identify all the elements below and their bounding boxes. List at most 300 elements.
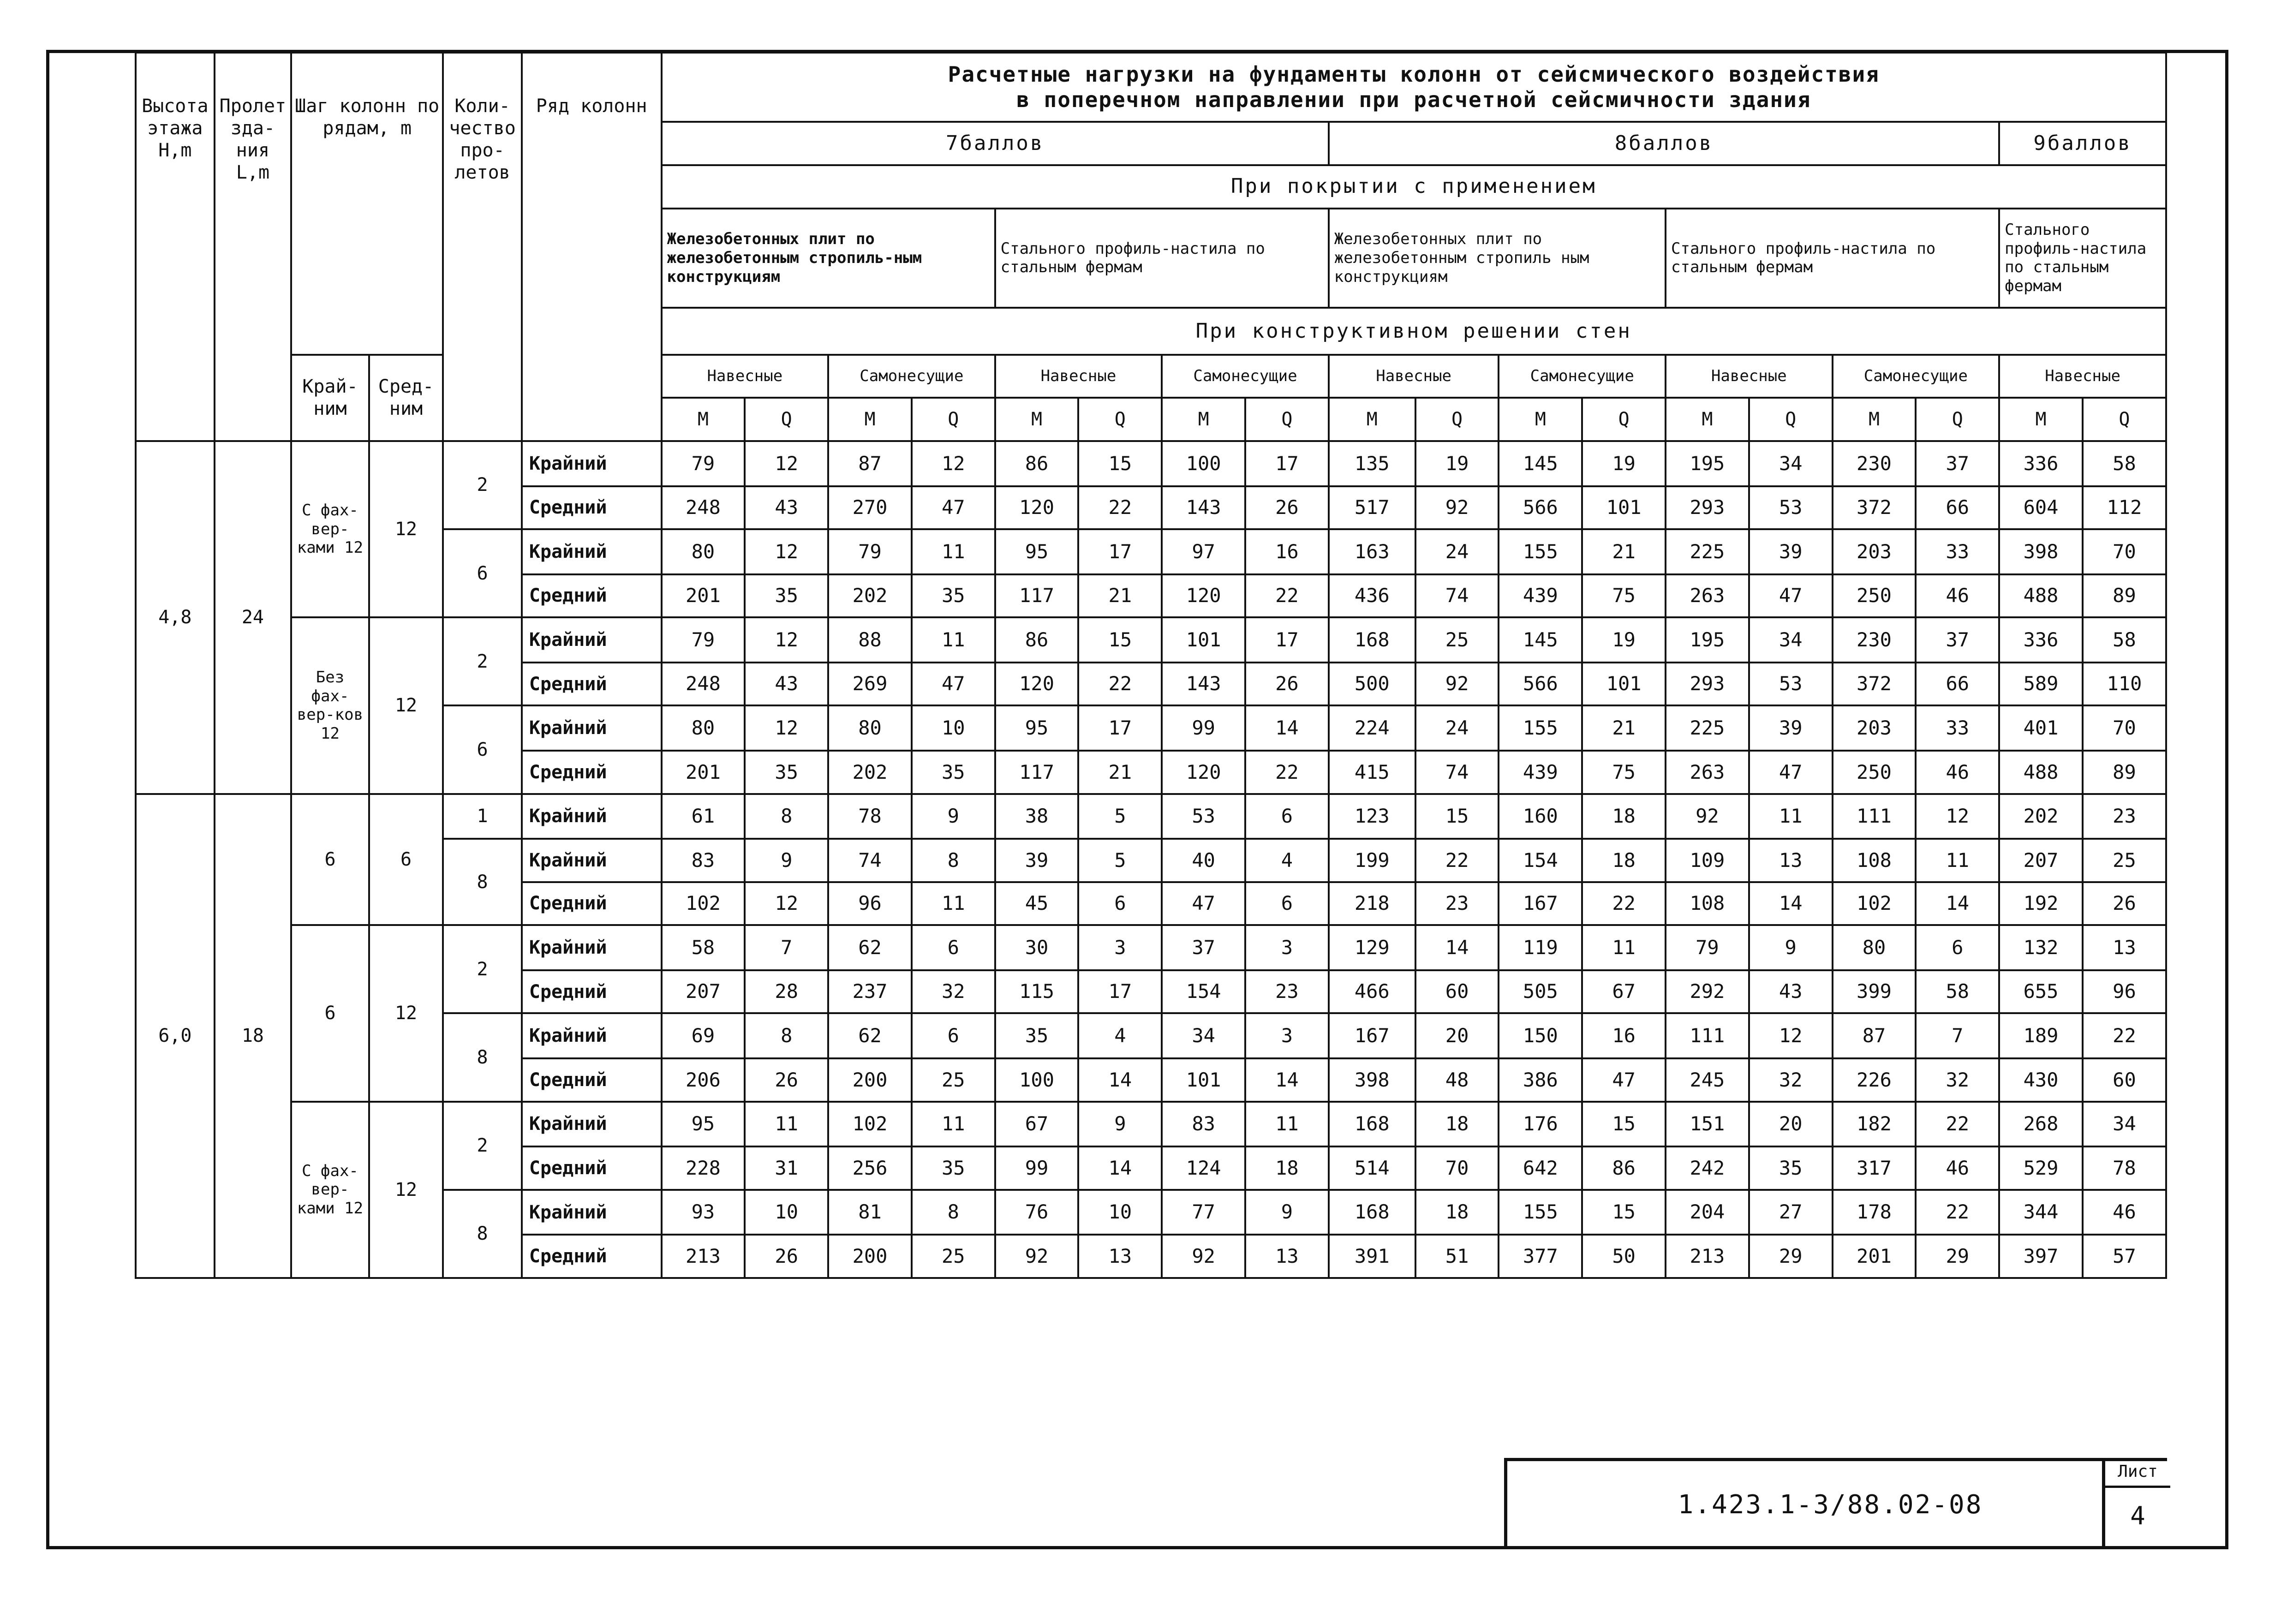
wall-hanging-header: Навесные <box>995 355 1162 398</box>
moment-value: 124 <box>1162 1146 1245 1190</box>
moment-value: 201 <box>662 574 745 618</box>
shear-value: 23 <box>1245 970 1329 1014</box>
shear-value: 20 <box>1415 1013 1499 1058</box>
shear-value: 34 <box>1749 617 1833 663</box>
shear-value: 22 <box>1078 663 1162 706</box>
shear-value: 17 <box>1078 529 1162 574</box>
shear-value: 24 <box>1415 529 1499 574</box>
shear-value: 26 <box>745 1235 828 1278</box>
shear-value: 46 <box>1916 751 1999 794</box>
shear-value: 35 <box>912 574 995 618</box>
moment-value: 69 <box>662 1013 745 1058</box>
moment-value: 37 <box>1162 925 1245 970</box>
shear-value: 67 <box>1582 970 1666 1014</box>
shear-value: 12 <box>745 529 828 574</box>
sheet-cell <box>2102 1458 2170 1549</box>
moment-value: 150 <box>1499 1013 1582 1058</box>
shear-value: 46 <box>1916 574 1999 618</box>
shear-value: 39 <box>1749 705 1833 751</box>
shear-value: 92 <box>1415 486 1499 530</box>
shear-value: 47 <box>912 486 995 530</box>
moment-value: 268 <box>1999 1102 2083 1147</box>
moment-value: 228 <box>662 1146 745 1190</box>
height-value: 4,8 <box>136 441 215 794</box>
shear-value: 14 <box>1245 705 1329 751</box>
shear-value: 21 <box>1582 705 1666 751</box>
q-header: Q <box>1078 398 1162 441</box>
step-edge-header: Край-ним <box>291 355 369 441</box>
shear-value: 15 <box>1582 1102 1666 1147</box>
moment-value: 250 <box>1833 751 1916 794</box>
shear-value: 75 <box>1582 574 1666 618</box>
moment-value: 74 <box>828 839 912 882</box>
moment-value: 143 <box>1162 663 1245 706</box>
shear-value: 10 <box>745 1190 828 1235</box>
shear-value: 11 <box>912 1102 995 1147</box>
shear-value: 43 <box>1749 970 1833 1014</box>
shear-value: 14 <box>1916 882 1999 925</box>
moment-value: 120 <box>995 486 1079 530</box>
shear-value: 74 <box>1415 751 1499 794</box>
shear-value: 47 <box>912 663 995 706</box>
shear-value: 7 <box>745 925 828 970</box>
shear-value: 89 <box>2083 574 2166 618</box>
m-header: M <box>995 398 1079 441</box>
shear-value: 11 <box>912 529 995 574</box>
moment-value: 399 <box>1833 970 1916 1014</box>
shear-value: 6 <box>1245 794 1329 839</box>
shear-value: 43 <box>745 486 828 530</box>
span-header: Пролет зда-ния L,m <box>215 53 292 441</box>
shear-value: 4 <box>1245 839 1329 882</box>
moment-value: 92 <box>995 1235 1079 1278</box>
score-7-header: 7баллов <box>662 122 1329 165</box>
shear-value: 35 <box>745 751 828 794</box>
wall-hanging-header: Навесные <box>1666 355 1833 398</box>
moment-value: 155 <box>1499 529 1582 574</box>
moment-value: 155 <box>1499 1190 1582 1235</box>
moment-value: 505 <box>1499 970 1582 1014</box>
moment-value: 192 <box>1999 882 2083 925</box>
moment-value: 119 <box>1499 925 1582 970</box>
shear-value: 9 <box>745 839 828 882</box>
moment-value: 372 <box>1833 663 1916 706</box>
shear-value: 39 <box>1749 529 1833 574</box>
shear-value: 22 <box>2083 1013 2166 1058</box>
shear-value: 22 <box>1078 486 1162 530</box>
moment-value: 76 <box>995 1190 1079 1235</box>
shear-value: 26 <box>1245 486 1329 530</box>
moment-value: 168 <box>1329 617 1415 663</box>
moment-value: 401 <box>1999 705 2083 751</box>
shear-value: 25 <box>912 1235 995 1278</box>
moment-value: 58 <box>662 925 745 970</box>
moment-value: 200 <box>828 1235 912 1278</box>
step-mid-value: 12 <box>369 617 443 794</box>
q-header: Q <box>912 398 995 441</box>
shear-value: 12 <box>745 705 828 751</box>
moment-value: 39 <box>995 839 1079 882</box>
q-header: Q <box>1245 398 1329 441</box>
shear-value: 21 <box>1078 574 1162 618</box>
count-value: 2 <box>443 1102 522 1190</box>
count-value: 1 <box>443 794 522 839</box>
step-mid-value: 12 <box>369 925 443 1101</box>
height-value: 6,0 <box>136 794 215 1278</box>
shear-value: 74 <box>1415 574 1499 618</box>
shear-value: 22 <box>1916 1190 1999 1235</box>
moment-value: 178 <box>1833 1190 1916 1235</box>
shear-value: 37 <box>1916 441 1999 486</box>
shear-value: 6 <box>1078 882 1162 925</box>
moment-value: 207 <box>1999 839 2083 882</box>
count-value: 2 <box>443 617 522 705</box>
moment-value: 78 <box>828 794 912 839</box>
moment-value: 88 <box>828 617 912 663</box>
moment-value: 115 <box>995 970 1079 1014</box>
column-row-label: Крайний <box>522 705 662 751</box>
shear-value: 15 <box>1582 1190 1666 1235</box>
moment-value: 344 <box>1999 1190 2083 1235</box>
moment-value: 102 <box>662 882 745 925</box>
shear-value: 27 <box>1749 1190 1833 1235</box>
column-row-label: Крайний <box>522 925 662 970</box>
roof-rc-8: Железобетонных плит по железобетонным стропиль ным конструкциям <box>1329 209 1666 308</box>
moment-value: 250 <box>1833 574 1916 618</box>
shear-value: 25 <box>1415 617 1499 663</box>
column-row-label: Крайний <box>522 617 662 663</box>
shear-value: 66 <box>1916 486 1999 530</box>
count-value: 8 <box>443 1190 522 1278</box>
column-row-label: Крайний <box>522 839 662 882</box>
shear-value: 18 <box>1415 1102 1499 1147</box>
moment-value: 201 <box>1833 1235 1916 1278</box>
moment-value: 466 <box>1329 970 1415 1014</box>
moment-value: 111 <box>1666 1013 1749 1058</box>
moment-value: 145 <box>1499 617 1582 663</box>
shear-value: 47 <box>1749 574 1833 618</box>
moment-value: 101 <box>1162 617 1245 663</box>
moment-value: 270 <box>828 486 912 530</box>
moment-value: 386 <box>1499 1058 1582 1102</box>
moment-value: 263 <box>1666 751 1749 794</box>
shear-value: 12 <box>745 617 828 663</box>
cover-header: При покрытии с применением <box>662 165 2166 209</box>
moment-value: 45 <box>995 882 1079 925</box>
moment-value: 102 <box>1833 882 1916 925</box>
moment-value: 132 <box>1999 925 2083 970</box>
shear-value: 29 <box>1916 1235 1999 1278</box>
moment-value: 203 <box>1833 529 1916 574</box>
column-row-label: Средний <box>522 882 662 925</box>
moment-value: 168 <box>1329 1102 1415 1147</box>
moment-value: 488 <box>1999 751 2083 794</box>
moment-value: 30 <box>995 925 1079 970</box>
q-header: Q <box>1916 398 1999 441</box>
shear-value: 18 <box>1415 1190 1499 1235</box>
moment-value: 430 <box>1999 1058 2083 1102</box>
step-edge-value: С фах-вер-ками 12 <box>291 441 369 617</box>
moment-value: 99 <box>1162 705 1245 751</box>
shear-value: 53 <box>1749 486 1833 530</box>
moment-value: 99 <box>995 1146 1079 1190</box>
shear-value: 35 <box>745 574 828 618</box>
shear-value: 15 <box>1078 617 1162 663</box>
shear-value: 22 <box>1245 751 1329 794</box>
shear-value: 22 <box>1245 574 1329 618</box>
moment-value: 517 <box>1329 486 1415 530</box>
moment-value: 120 <box>1162 574 1245 618</box>
moment-value: 100 <box>995 1058 1079 1102</box>
moment-value: 87 <box>828 441 912 486</box>
seismic-loads-table <box>135 52 2167 1279</box>
moment-value: 224 <box>1329 705 1415 751</box>
moment-value: 182 <box>1833 1102 1916 1147</box>
shear-value: 8 <box>912 839 995 882</box>
moment-value: 230 <box>1833 617 1916 663</box>
moment-value: 566 <box>1499 663 1582 706</box>
shear-value: 9 <box>912 794 995 839</box>
moment-value: 67 <box>995 1102 1079 1147</box>
moment-value: 201 <box>662 751 745 794</box>
moment-value: 263 <box>1666 574 1749 618</box>
count-header: Коли-чество про-летов <box>443 53 522 441</box>
shear-value: 11 <box>745 1102 828 1147</box>
moment-value: 97 <box>1162 529 1245 574</box>
column-row-label: Средний <box>522 1058 662 1102</box>
moment-value: 79 <box>828 529 912 574</box>
shear-value: 26 <box>2083 882 2166 925</box>
moment-value: 47 <box>1162 882 1245 925</box>
shear-value: 14 <box>1078 1146 1162 1190</box>
shear-value: 70 <box>1415 1146 1499 1190</box>
shear-value: 23 <box>1415 882 1499 925</box>
shear-value: 12 <box>912 441 995 486</box>
sheet-label: Лист <box>2105 1458 2170 1488</box>
moment-value: 81 <box>828 1190 912 1235</box>
table-row <box>136 441 2166 486</box>
moment-value: 109 <box>1666 839 1749 882</box>
shear-value: 9 <box>1078 1102 1162 1147</box>
shear-value: 57 <box>2083 1235 2166 1278</box>
shear-value: 34 <box>1749 441 1833 486</box>
step-mid-value: 6 <box>369 794 443 925</box>
shear-value: 25 <box>2083 839 2166 882</box>
column-row-label: Средний <box>522 574 662 618</box>
moment-value: 61 <box>662 794 745 839</box>
m-header: M <box>1499 398 1582 441</box>
q-header: Q <box>745 398 828 441</box>
moment-value: 317 <box>1833 1146 1916 1190</box>
shear-value: 58 <box>2083 617 2166 663</box>
moment-value: 168 <box>1329 1190 1415 1235</box>
step-mid-value: 12 <box>369 441 443 617</box>
column-row-label: Средний <box>522 663 662 706</box>
step-mid-value: 12 <box>369 1102 443 1278</box>
shear-value: 12 <box>745 441 828 486</box>
shear-value: 66 <box>1916 663 1999 706</box>
m-header: M <box>1833 398 1916 441</box>
moment-value: 439 <box>1499 751 1582 794</box>
moment-value: 204 <box>1666 1190 1749 1235</box>
moment-value: 108 <box>1666 882 1749 925</box>
step-header: Шаг колонн по рядам, m <box>291 53 443 355</box>
moment-value: 129 <box>1329 925 1415 970</box>
moment-value: 167 <box>1499 882 1582 925</box>
shear-value: 33 <box>1916 705 1999 751</box>
roof-steel-7: Стального профиль-настила по стальным фермам <box>995 209 1329 308</box>
moment-value: 398 <box>1329 1058 1415 1102</box>
score-8-header: 8баллов <box>1329 122 1999 165</box>
shear-value: 33 <box>1916 529 1999 574</box>
shear-value: 31 <box>745 1146 828 1190</box>
shear-value: 15 <box>1415 794 1499 839</box>
step-edge-value: Без фах-вер-ков 12 <box>291 617 369 794</box>
moment-value: 79 <box>1666 925 1749 970</box>
shear-value: 17 <box>1245 617 1329 663</box>
row-header: Ряд колонн <box>522 53 662 441</box>
moment-value: 93 <box>662 1190 745 1235</box>
moment-value: 143 <box>1162 486 1245 530</box>
shear-value: 58 <box>1916 970 1999 1014</box>
moment-value: 589 <box>1999 663 2083 706</box>
title-line-1: Расчетные нагрузки на фундаменты колонн от сейсмического воздействия <box>948 62 1880 87</box>
shear-value: 47 <box>1582 1058 1666 1102</box>
column-row-label: Крайний <box>522 1013 662 1058</box>
step-edge-value: 6 <box>291 925 369 1101</box>
moment-value: 111 <box>1833 794 1916 839</box>
shear-value: 9 <box>1245 1190 1329 1235</box>
moment-value: 218 <box>1329 882 1415 925</box>
shear-value: 47 <box>1749 751 1833 794</box>
shear-value: 13 <box>1245 1235 1329 1278</box>
title-line-2: в поперечном направлении при расчетной сейсмичности здания <box>1016 87 1811 113</box>
shear-value: 43 <box>745 663 828 706</box>
q-header: Q <box>2083 398 2166 441</box>
moment-value: 86 <box>995 441 1079 486</box>
shear-value: 110 <box>2083 663 2166 706</box>
moment-value: 292 <box>1666 970 1749 1014</box>
shear-value: 11 <box>1582 925 1666 970</box>
moment-value: 415 <box>1329 751 1415 794</box>
moment-value: 372 <box>1833 486 1916 530</box>
shear-value: 5 <box>1078 839 1162 882</box>
shear-value: 15 <box>1078 441 1162 486</box>
column-row-label: Средний <box>522 970 662 1014</box>
moment-value: 155 <box>1499 705 1582 751</box>
moment-value: 62 <box>828 925 912 970</box>
moment-value: 123 <box>1329 794 1415 839</box>
document-code: 1.423.1-3/88.02-08 <box>1678 1490 1983 1520</box>
shear-value: 89 <box>2083 751 2166 794</box>
shear-value: 92 <box>1415 663 1499 706</box>
shear-value: 13 <box>2083 925 2166 970</box>
roof-steel-8: Стального профиль-настила по стальным фермам <box>1666 209 1999 308</box>
moment-value: 101 <box>1162 1058 1245 1102</box>
wall-selfbearing-header: Самонесущие <box>1833 355 2000 398</box>
column-row-label: Крайний <box>522 441 662 486</box>
moment-value: 80 <box>1833 925 1916 970</box>
moment-value: 77 <box>1162 1190 1245 1235</box>
table-row <box>136 925 2166 970</box>
shear-value: 10 <box>1078 1190 1162 1235</box>
shear-value: 101 <box>1582 486 1666 530</box>
moment-value: 135 <box>1329 441 1415 486</box>
shear-value: 11 <box>1916 839 1999 882</box>
shear-value: 22 <box>1582 882 1666 925</box>
shear-value: 10 <box>912 705 995 751</box>
moment-value: 199 <box>1329 839 1415 882</box>
table-row <box>136 1102 2166 1147</box>
shear-value: 18 <box>1582 794 1666 839</box>
shear-value: 101 <box>1582 663 1666 706</box>
shear-value: 35 <box>1749 1146 1833 1190</box>
shear-value: 46 <box>2083 1190 2166 1235</box>
moment-value: 167 <box>1329 1013 1415 1058</box>
q-header: Q <box>1415 398 1499 441</box>
table-row <box>136 794 2166 839</box>
shear-value: 13 <box>1749 839 1833 882</box>
shear-value: 3 <box>1078 925 1162 970</box>
shear-value: 18 <box>1245 1146 1329 1190</box>
moment-value: 225 <box>1666 529 1749 574</box>
title-block <box>1504 1458 2167 1549</box>
m-header: M <box>662 398 745 441</box>
moment-value: 145 <box>1499 441 1582 486</box>
shear-value: 6 <box>1916 925 1999 970</box>
shear-value: 25 <box>912 1058 995 1102</box>
moment-value: 154 <box>1162 970 1245 1014</box>
shear-value: 11 <box>1245 1102 1329 1147</box>
moment-value: 230 <box>1833 441 1916 486</box>
moment-value: 377 <box>1499 1235 1582 1278</box>
step-edge-value: 6 <box>291 794 369 925</box>
shear-value: 16 <box>1245 529 1329 574</box>
moment-value: 92 <box>1162 1235 1245 1278</box>
m-header: M <box>1666 398 1749 441</box>
score-9-header: 9баллов <box>1999 122 2166 165</box>
shear-value: 24 <box>1415 705 1499 751</box>
moment-value: 108 <box>1833 839 1916 882</box>
moment-value: 213 <box>1666 1235 1749 1278</box>
moment-value: 213 <box>662 1235 745 1278</box>
moment-value: 151 <box>1666 1102 1749 1147</box>
moment-value: 397 <box>1999 1235 2083 1278</box>
moment-value: 100 <box>1162 441 1245 486</box>
shear-value: 35 <box>912 751 995 794</box>
moment-value: 203 <box>1833 705 1916 751</box>
moment-value: 436 <box>1329 574 1415 618</box>
shear-value: 37 <box>1916 617 1999 663</box>
moment-value: 206 <box>662 1058 745 1102</box>
shear-value: 14 <box>1749 882 1833 925</box>
wall-hanging-header: Навесные <box>1329 355 1499 398</box>
shear-value: 19 <box>1582 617 1666 663</box>
shear-value: 7 <box>1916 1013 1999 1058</box>
moment-value: 336 <box>1999 617 2083 663</box>
shear-value: 53 <box>1749 663 1833 706</box>
moment-value: 80 <box>828 705 912 751</box>
count-value: 2 <box>443 441 522 529</box>
shear-value: 8 <box>745 1013 828 1058</box>
moment-value: 566 <box>1499 486 1582 530</box>
shear-value: 46 <box>1916 1146 1999 1190</box>
shear-value: 20 <box>1749 1102 1833 1147</box>
wall-hanging-header: Навесные <box>662 355 829 398</box>
moment-value: 176 <box>1499 1102 1582 1147</box>
moment-value: 62 <box>828 1013 912 1058</box>
moment-value: 200 <box>828 1058 912 1102</box>
